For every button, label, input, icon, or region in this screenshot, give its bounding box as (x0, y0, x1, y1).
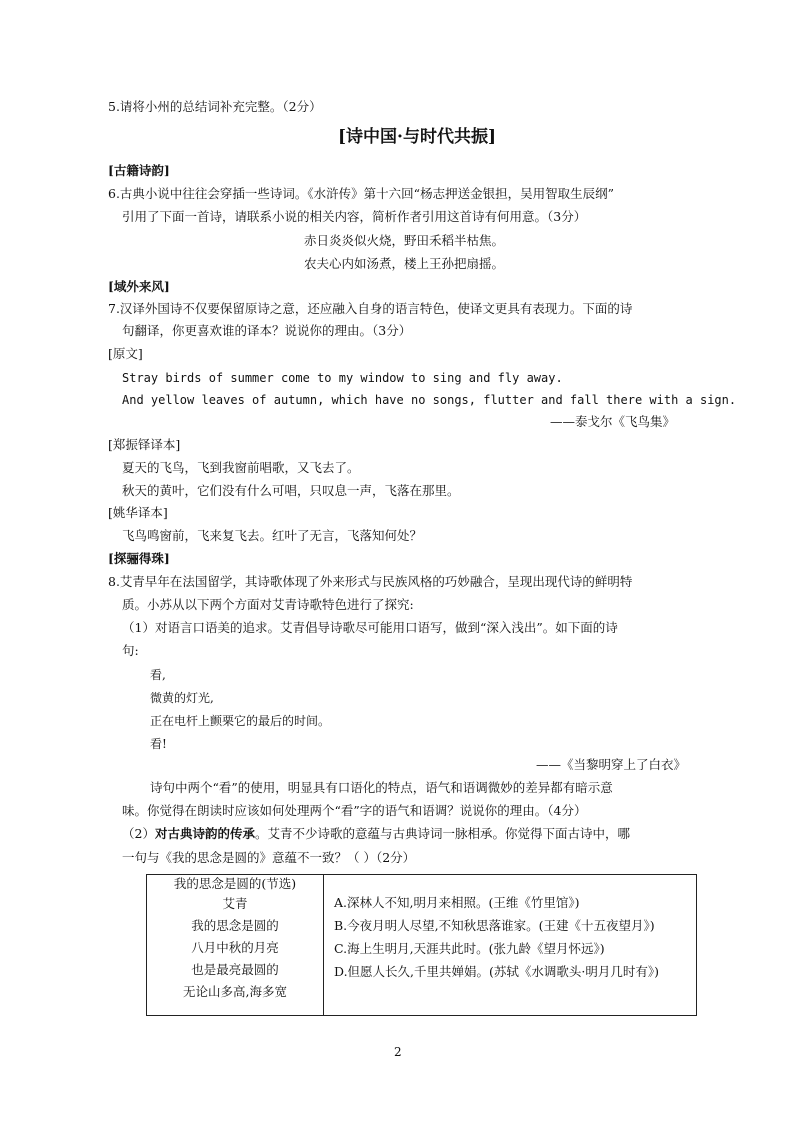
comparison-table (146, 874, 697, 1016)
poem-8-line-3: 正在电杆上颤栗它的最后的时间。 (150, 714, 331, 728)
question-8-2-emphasis: 对古典诗韵的传承 (154, 826, 255, 841)
options-cell (324, 875, 697, 1016)
subsection-heading-explore: [探骊得珠] (108, 551, 170, 566)
question-8-1-line-1: （1）对语言口语美的追求。艾青倡导诗歌尽可能用口语写，做到“深入浅出”。如下面的诗 (122, 620, 618, 635)
option-d: D.但愿人长久,千里共婵娟。(苏轼《水调歌头·明月几时有》) (334, 964, 660, 979)
poem-8-line-1: 看, (150, 668, 166, 682)
poem-6-line-1: 赤日炎炎似火烧，野田禾稻半枯焦。 (304, 233, 505, 248)
poem-8-line-4: 看! (150, 737, 167, 751)
question-8-1-line-2: 句: (122, 643, 139, 658)
question-7-line-1: 7.汉译外国诗不仅要保留原诗之意，还应融入自身的语言特色，使译文更具有表现力。下面的诗 (108, 301, 633, 316)
english-line-1: Stray birds of summer come to my window to sing and fly away. (122, 371, 563, 385)
yao-translation-line-1: 飞鸟鸣窗前，飞来复飞去。红叶了无言，飞落知何处？ (122, 528, 423, 543)
english-line-2: And yellow leaves of autumn, which have no songs, flutter and fall there with a sign. (122, 393, 737, 407)
poem-line: 八月中秋的月亮 (191, 940, 279, 955)
question-6-line-2: 引用了下面一首诗，请联系小说的相关内容，简析作者引用这首诗有何用意。（3分） (122, 209, 587, 224)
question-8-line-2: 质。小苏从以下两个方面对艾青诗歌特色进行了探究: (122, 597, 414, 612)
zheng-translation-label: [郑振铎译本] (108, 437, 181, 452)
poem-line: 也是最亮最圆的 (191, 962, 279, 977)
question-8-2-line-1 (122, 826, 630, 842)
subsection-heading-classics: [古籍诗韵] (108, 163, 170, 178)
zheng-translation-line-1: 夏天的飞鸟，飞到我窗前唱歌，又飞去了。 (122, 460, 360, 475)
question-8-1-answer-line-2: 味。你觉得在朗读时应该如何处理两个“看”字的语气和语调？说说你的理由。（4分） (122, 803, 587, 818)
question-8-2-line-2: 一句与《我的思念是圆的》意蕴不一致？（ ）（2分） (122, 850, 416, 865)
question-8-2-rest: 。艾青不少诗歌的意蕴与古典诗词一脉相承。你觉得下面古诗中，哪 (254, 826, 630, 841)
question-6-line-1: 6.古典小说中往往会穿插一些诗词。《水浒传》第十六回“杨志押送金银担，吴用智取生辰纲” (108, 186, 614, 201)
poem-line: 无论山多高,海多宽 (183, 984, 287, 999)
question-8-line-1: 8.艾青早年在法国留学，其诗歌体现了外来形式与民族风格的巧妙融合，呈现出现代诗的鲜明特 (108, 574, 633, 589)
question-8-2-number: （2） (122, 826, 155, 841)
question-5: 5.请将小州的总结词补充完整。（2分） (108, 99, 322, 114)
poem-author: 艾青 (222, 896, 248, 911)
poem-8-source: ——《当黎明穿上了白衣》 (536, 757, 687, 772)
yao-translation-label: [姚华译本] (108, 505, 168, 520)
zheng-translation-line-2: 秋天的黄叶，它们没有什么可唱，只叹息一声，飞落在那里。 (122, 483, 460, 498)
poem-title: 我的思念是圆的(节选) (173, 876, 297, 891)
poem-6-line-2: 农夫心内如汤煮，楼上王孙把扇摇。 (304, 256, 505, 271)
poem-line: 我的思念是圆的 (191, 918, 279, 933)
poem-8-line-2: 微黄的灯光, (150, 691, 214, 705)
question-7-line-2: 句翻译，你更喜欢谁的译本？说说你的理由。（3分） (122, 323, 412, 338)
option-c: C.海上生明月,天涯共此时。(张九龄《望月怀远》) (334, 941, 605, 956)
option-b: B.今夜月明人尽望,不知秋思落谁家。(王建《十五夜望月》) (334, 918, 655, 933)
original-text-label: [原文] (108, 346, 143, 361)
poem-cell (147, 875, 324, 1016)
page-number: 2 (394, 1045, 402, 1059)
question-8-1-answer-line-1: 诗句中两个“看”的使用，明显具有口语化的特点，语气和语调微妙的差异都有暗示意 (150, 780, 613, 795)
subsection-heading-foreign: [域外来风] (108, 279, 170, 294)
english-source: ——泰戈尔《飞鸟集》 (550, 414, 676, 429)
option-a: A.深林人不知,明月来相照。(王维《竹里馆》) (334, 895, 580, 910)
section-title: [诗中国·与时代共振] (338, 127, 497, 147)
